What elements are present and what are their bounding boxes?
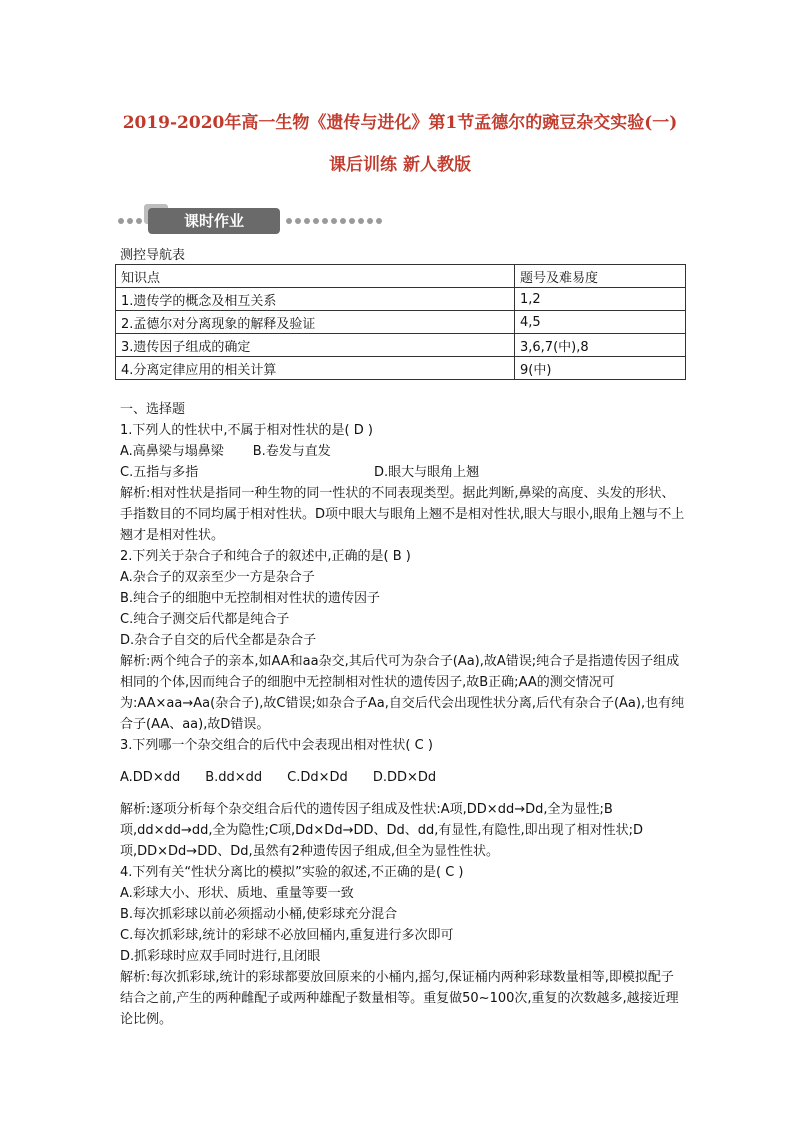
table-caption: 测控导航表 [120,248,186,263]
option-c: C.每次抓彩球,统计的彩球不必放回桶内,重复进行多次即可 [120,928,454,943]
option-d: D.抓彩球时应双手同时进行,且闭眼 [120,949,321,964]
table-row [116,288,686,311]
question-1-options-ab [120,441,686,462]
option-b: B.纯合子的细胞中无控制相对性状的遗传因子 [120,591,381,606]
table-cell: 4,5 [515,311,686,334]
option-b: B.dd×dd [205,770,263,785]
table-cell: 1,2 [515,288,686,311]
section-banner [118,206,380,236]
option-c: C.五指与多指 [120,465,199,480]
question-2-analysis: 解析:两个纯合子的亲本,如AA和aa杂交,其后代可为杂合子(Aa),故A错误;纯合子是指遗传因子组成相同的个体,因而纯合子的细胞中无控制相对性状的遗传因子,故B正确;AA的测交情况可为:AA×aa→Aa(杂合子),故C错误;如杂合子Aa,自交后代会出现性状分离,后代有杂合子(Aa),也有纯合子(AA、aa),故D错误。 [120,654,685,732]
question-4-stem: 4.下列有关“性状分离比的模拟”实验的叙述,不正确的是( C ) [120,865,464,880]
document-title-line1: 2019-2020年高一生物《遗传与进化》第1节孟德尔的豌豆杂交实验(一) [122,113,678,133]
section-heading: 一、选择题 [120,402,186,417]
option-a: A.彩球大小、形状、质地、重量等要一致 [120,886,354,901]
question-3-stem: 3.下列哪一个杂交组合的后代中会表现出相对性状( C ) [120,738,433,753]
option-d: D.DD×Dd [372,770,437,785]
banner-label: 课时作业 [148,208,280,234]
option-d: D.眼大与眼角上翘 [374,465,480,480]
table-cell: 2.孟德尔对分离现象的解释及验证 [116,311,515,334]
table-row [116,311,686,334]
option-c: C.Dd×Dd [287,770,348,785]
option-c: C.纯合子测交后代都是纯合子 [120,612,290,627]
option-a: A.杂合子的双亲至少一方是杂合子 [120,570,315,585]
question-3-options [120,767,686,788]
table-row [116,357,686,380]
document-title-line2: 课后训练 新人教版 [329,155,471,175]
question-2-stem: 2.下列关于杂合子和纯合子的叙述中,正确的是( B ) [120,549,411,564]
questions-body [120,399,686,1030]
navigation-table [115,264,686,380]
question-1-options-cd [120,462,686,483]
table-cell: 9(中) [515,357,686,380]
table-header-row [116,265,686,288]
table-cell: 3.遗传因子组成的确定 [116,334,515,357]
question-1-stem: 1.下列人的性状中,不属于相对性状的是( D ) [120,423,373,438]
table-cell: 4.分离定律应用的相关计算 [116,357,515,380]
table-cell: 1.遗传学的概念及相互关系 [116,288,515,311]
question-1-analysis: 解析:相对性状是指同一种生物的同一性状的不同表现类型。据此判断,鼻梁的高度、头发的形状、手指数目的不同均属于相对性状。D项中眼大与眼角上翘不是相对性状,眼大与眼小,眼角上翘与不上翘才是相对性状。 [120,486,685,543]
option-a: A.高鼻梁与塌鼻梁 [120,444,224,459]
question-4-analysis: 解析:每次抓彩球,统计的彩球都要放回原来的小桶内,摇匀,保证桶内两种彩球数量相等,即模拟配子结合之前,产生的两种雌配子或两种雄配子数量相等。重复做50~100次,重复的次数越多,越接近理论比例。 [120,970,679,1027]
banner-dots-right [286,218,382,226]
option-b: B.每次抓彩球以前必须摇动小桶,使彩球充分混合 [120,907,398,922]
option-d: D.杂合子自交的后代全都是杂合子 [120,633,317,648]
option-a: A.DD×dd [120,770,181,785]
banner-dots-left [118,218,142,226]
option-b: B.卷发与直发 [252,444,331,459]
question-3-analysis: 解析:逐项分析每个杂交组合后代的遗传因子组成及性状:A项,DD×dd→Dd,全为显性;B项,dd×dd→dd,全为隐性;C项,Dd×Dd→DD、Dd、dd,有显性,有隐性,即出现了相对性状;D项,DD×Dd→DD、Dd,虽然有2种遗传因子组成,但全为显性性状。 [120,802,644,859]
table-header-cell: 知识点 [116,265,515,288]
table-row [116,334,686,357]
table-header-cell: 题号及难易度 [515,265,686,288]
table-cell: 3,6,7(中),8 [515,334,686,357]
